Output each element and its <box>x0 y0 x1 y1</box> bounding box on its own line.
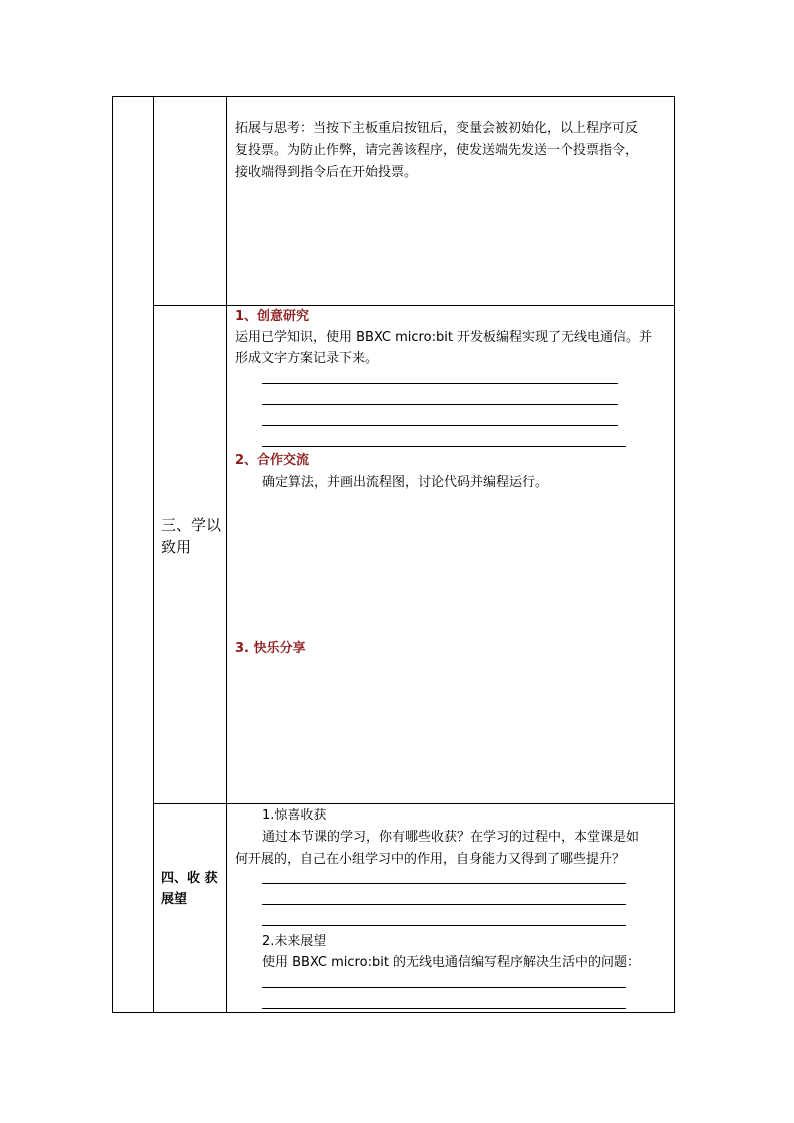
section2-text: 确定算法，并画出流程图，讨论代码并编程运行。 <box>262 475 549 490</box>
row-divider-1 <box>153 305 675 306</box>
table-border-right <box>674 96 675 1013</box>
row-divider-2 <box>153 803 675 804</box>
table-border-left <box>112 96 113 1013</box>
section1-title: 1、创意研究 <box>235 309 310 324</box>
row3-label-line-1: 四、收 获 <box>161 871 218 886</box>
row1-text-line-3: 接收端得到指令后在开始投票。 <box>235 165 418 180</box>
answer-line[interactable] <box>262 883 626 884</box>
row3-label-line-2: 展望 <box>161 892 188 907</box>
row1-text-line-1: 拓展与思考：当按下主板重启按钮后，变量会被初始化，以上程序可反 <box>235 121 639 136</box>
row2-label-line-2: 致用 <box>161 538 192 556</box>
answer-line[interactable] <box>262 904 626 905</box>
row2-label-line-1: 三、学以 <box>161 516 222 534</box>
table-border-bottom <box>112 1012 675 1013</box>
table-border-top <box>112 96 675 97</box>
sub1-title: 1.惊喜收获 <box>262 808 327 823</box>
sub1-text-line-1: 通过本节课的学习，你有哪些收获？在学习的过程中，本堂课是如 <box>262 830 640 845</box>
sub1-text-line-2: 何开展的，自己在小组学习中的作用，自身能力又得到了哪些提升？ <box>235 852 626 867</box>
answer-line[interactable] <box>262 404 618 405</box>
section1-text-line-2: 形成文字方案记录下来。 <box>235 351 379 366</box>
answer-line[interactable] <box>262 925 626 926</box>
table-divider-col1 <box>153 96 154 1013</box>
section2-title: 2、合作交流 <box>235 453 310 468</box>
section1-text-line-1: 运用已学知识，使用 BBXC micro:bit 开发板编程实现了无线电通信。并 <box>235 330 653 345</box>
answer-line[interactable] <box>262 987 626 988</box>
sub2-title: 2.未来展望 <box>262 934 327 949</box>
section3-title: 3. 快乐分享 <box>235 641 306 656</box>
row1-text-line-2: 复投票。为防止作弊，请完善该程序，使发送端先发送一个投票指令， <box>235 143 639 158</box>
answer-line[interactable] <box>262 383 618 384</box>
sub2-text: 使用 BBXC micro:bit 的无线电通信编写程序解决生活中的问题： <box>262 955 641 970</box>
table-divider-col2 <box>226 96 227 1013</box>
answer-line[interactable] <box>262 446 626 447</box>
answer-line[interactable] <box>262 1008 626 1009</box>
answer-line[interactable] <box>262 425 618 426</box>
